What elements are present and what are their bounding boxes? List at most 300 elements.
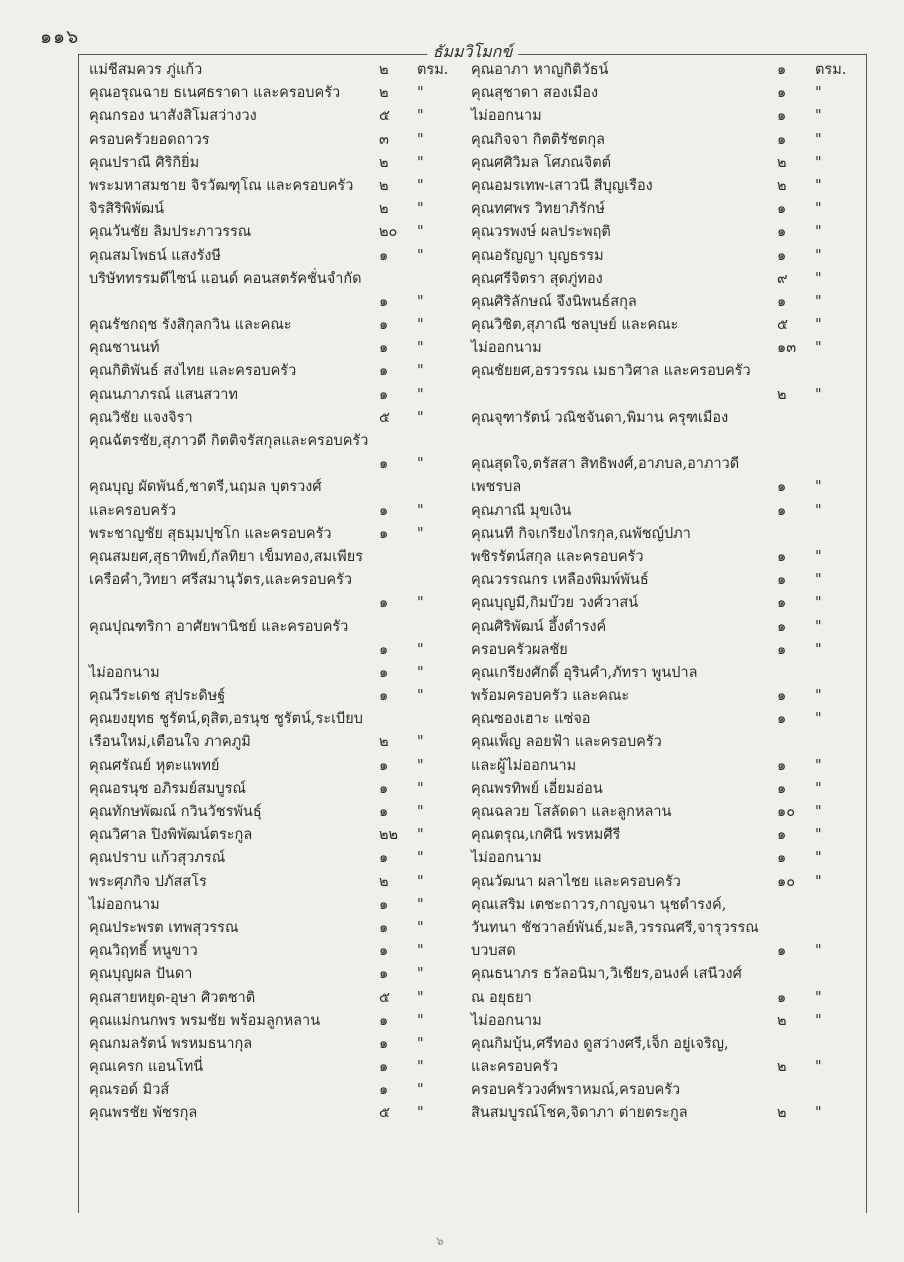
donor-name: แม่ชีสมควร ภู่แก้ว xyxy=(89,62,203,78)
donor-name: คุณกมลรัตน์ พรหมธนากุล xyxy=(89,1035,253,1052)
donor-row xyxy=(89,523,459,546)
donor-unit: " xyxy=(815,688,822,705)
donor-name: พระศุภกิจ ปภัสสโร xyxy=(89,873,207,890)
donor-row xyxy=(89,731,459,754)
donor-name: คุณอาภา หาญกิติวัธน์ xyxy=(471,62,609,78)
donor-amount: ๑ xyxy=(379,896,389,913)
donor-amount: ๑๐ xyxy=(777,873,796,890)
donor-amount: ๑ xyxy=(379,386,389,403)
donor-unit: " xyxy=(417,1012,424,1029)
page-number: ๑๑๖ xyxy=(40,26,80,48)
donor-unit: " xyxy=(815,131,822,148)
donor-name: คุณวิศาล ปิงพิพัฒน์ตระกูล xyxy=(89,827,253,844)
donor-row xyxy=(89,198,459,221)
donor-name: คุณฉัตรชัย,สุภาวดี กิตติจรัสกุลและครอบครัว xyxy=(89,433,369,449)
donor-name: พระชาญชัย สุธมฺมปุชโก และครอบครัว xyxy=(89,525,332,542)
donor-amount: ๑ xyxy=(379,293,389,310)
donor-unit: " xyxy=(815,943,822,960)
donor-row xyxy=(89,1102,459,1125)
donor-amount: ๑ xyxy=(777,989,787,1006)
donor-row xyxy=(89,917,459,940)
donor-amount: ๒ xyxy=(379,873,389,890)
donor-row xyxy=(89,268,459,291)
donor-name: คุณพรทิพย์ เอี่ยมอ่อน xyxy=(471,780,603,797)
donor-row xyxy=(89,662,459,685)
donor-unit: " xyxy=(417,293,424,310)
donor-row xyxy=(471,105,857,128)
donor-name: คุณวิชิต,สุภาณี ชลบุษย์ และคณะ xyxy=(471,317,679,334)
donor-amount: ๒ xyxy=(379,85,389,102)
donor-row xyxy=(471,592,857,615)
donor-unit: " xyxy=(417,224,424,241)
donor-unit: " xyxy=(815,757,822,774)
donor-name: และผู้ไม่ออกนาม xyxy=(471,757,577,774)
donor-unit: " xyxy=(815,340,822,357)
donor-unit: " xyxy=(815,154,822,171)
donor-amount: ๑ xyxy=(777,502,787,519)
donor-unit: " xyxy=(417,1059,424,1076)
donor-name: ไม่ออกนาม xyxy=(471,108,542,125)
donor-row xyxy=(471,871,857,894)
donor-unit: " xyxy=(417,456,424,473)
donor-row xyxy=(89,152,459,175)
donor-row xyxy=(89,59,459,82)
donor-name: คุณกิมบุ้น,ศรีทอง ดูสว่างศรี,เจ็ก อยู่เจริญ, xyxy=(471,1035,729,1052)
donor-unit: " xyxy=(815,850,822,867)
donor-row xyxy=(89,894,459,917)
donor-row xyxy=(89,847,459,870)
donor-row xyxy=(471,685,857,708)
donor-name: คุณศิริลักษณ์ จึงนิพนธ์สกุล xyxy=(471,293,637,310)
donor-name: คุณแม่กนกพร พรมชัย พร้อมลูกหลาน xyxy=(89,1012,321,1029)
donor-amount: ๑ xyxy=(379,502,389,519)
donor-unit: " xyxy=(815,827,822,844)
donor-row xyxy=(89,592,459,615)
donor-amount: ๑ xyxy=(777,850,787,867)
donor-amount: ๑ xyxy=(379,757,389,774)
donor-amount: ๒ xyxy=(379,177,389,194)
donor-row xyxy=(89,824,459,847)
donor-name: คุณจุฑารัตน์ วณิชจันดา,พิมาน ครุฑเมือง xyxy=(471,409,729,426)
donor-unit: " xyxy=(815,224,822,241)
donor-amount: ๑ xyxy=(379,595,389,612)
donor-name: คุณรัชกฤช รังสิกุลกวิน และคณะ xyxy=(89,317,292,334)
donor-amount: ๕ xyxy=(777,317,788,334)
donor-row xyxy=(89,987,459,1010)
donor-unit: " xyxy=(417,919,424,936)
donor-amount: ๑ xyxy=(777,131,787,148)
donor-unit: " xyxy=(417,1105,424,1122)
donor-row xyxy=(89,1056,459,1079)
donor-unit: " xyxy=(417,943,424,960)
donor-row xyxy=(89,82,459,105)
donor-unit: " xyxy=(815,780,822,797)
donor-row xyxy=(89,1079,459,1102)
donor-amount: ๑ xyxy=(777,757,787,774)
donor-unit: " xyxy=(815,108,822,125)
donor-name: ครอบครัววงศ์พราหมณ์,ครอบครัว xyxy=(471,1082,681,1099)
donor-row xyxy=(89,407,459,430)
donor-row xyxy=(471,824,857,847)
donor-amount: ๒ xyxy=(777,1105,787,1122)
donor-amount: ๑ xyxy=(379,804,389,820)
donor-unit: " xyxy=(417,780,424,797)
donor-amount: ๑ xyxy=(777,548,787,565)
donor-name: คุณบุญมี,กิมบ๊วย วงศ์วาสน์ xyxy=(471,595,639,612)
donor-row xyxy=(89,685,459,708)
donor-row xyxy=(471,523,857,546)
donor-row xyxy=(89,569,459,592)
donor-row xyxy=(89,801,459,824)
donor-row xyxy=(89,291,459,314)
donor-row xyxy=(471,476,857,499)
donor-row xyxy=(471,82,857,105)
donor-amount: ๑ xyxy=(379,641,389,658)
donor-unit: " xyxy=(815,804,822,820)
donor-amount: ๑ xyxy=(379,943,389,960)
donor-amount: ๑ xyxy=(777,293,787,310)
donor-row xyxy=(471,801,857,824)
donor-row xyxy=(471,245,857,268)
donor-unit: " xyxy=(815,572,822,589)
donor-unit: " xyxy=(815,177,822,194)
donor-row xyxy=(471,1033,857,1056)
donor-unit: " xyxy=(815,1105,822,1122)
donor-unit: " xyxy=(417,363,424,380)
donor-unit: " xyxy=(417,664,424,681)
donor-amount: ๑๐ xyxy=(777,804,796,820)
donor-name: ไม่ออกนาม xyxy=(471,850,542,867)
donor-amount: ๑ xyxy=(379,317,389,334)
donor-unit: " xyxy=(815,479,822,496)
donor-row xyxy=(471,778,857,801)
donor-row xyxy=(471,940,857,963)
donor-name: คุณอรุณฉาย ธเนศธราดา และครอบครัว xyxy=(89,85,341,102)
donor-row xyxy=(471,1102,857,1125)
donor-name: เครือคำ,วิทยา ศรีสมานุวัตร,และครอบครัว xyxy=(89,572,353,589)
donor-row xyxy=(471,755,857,778)
donor-amount: ๑ xyxy=(379,1035,389,1052)
donor-amount: ๓ xyxy=(379,131,389,148)
donor-amount: ๑ xyxy=(379,363,389,380)
donor-row xyxy=(471,963,857,986)
donor-unit: " xyxy=(417,502,424,519)
donor-unit: " xyxy=(815,201,822,218)
donor-name: คุณนที กิจเกรียงไกรกุล,ณพัชญ์ปภา xyxy=(471,525,691,542)
donor-unit: " xyxy=(417,317,424,334)
donor-name: คุณอรนุช อภิรมย์สมบูรณ์ xyxy=(89,780,246,797)
donor-name: คุณนภาภรณ์ แสนสวาท xyxy=(89,386,238,403)
donor-unit: " xyxy=(417,201,424,218)
donor-amount: ๑ xyxy=(777,108,787,125)
donor-row xyxy=(89,314,459,337)
donor-name: คุณธนาภร ธวัลอนิมา,วิเชียร,อนงค์ เสนีวงศ์ xyxy=(471,966,742,983)
donor-amount: ๕ xyxy=(379,989,390,1006)
donor-row xyxy=(471,291,857,314)
donor-name: คุณเสริม เตชะถาวร,กาญจนา นุชดำรงค์, xyxy=(471,896,727,913)
donor-row xyxy=(89,337,459,360)
donor-name: ครอบครัวยอดถาวร xyxy=(89,131,210,148)
donor-unit: " xyxy=(417,850,424,867)
donor-amount: ๒ xyxy=(777,386,787,403)
donor-name: คุณชานนท์ xyxy=(89,340,160,357)
donor-row xyxy=(471,407,857,430)
donor-name: คุณเพ็ญ ลอยฟ้า และครอบครัว xyxy=(471,734,662,751)
donor-name: ครอบครัวผลชัย xyxy=(471,641,568,658)
donor-name: คุณสุดใจ,ตรัสสา สิทธิพงศ์,อาภบล,อาภาวดี xyxy=(471,456,740,473)
donor-name: คุณศรีจิตรา สุดภู่ทอง xyxy=(471,270,603,287)
donor-amount: ๑ xyxy=(777,688,787,705)
donor-amount: ๒๒ xyxy=(379,827,399,844)
donor-unit: " xyxy=(815,293,822,310)
right-column xyxy=(471,59,857,1126)
donor-row xyxy=(471,639,857,662)
donor-row xyxy=(471,708,857,731)
donor-name: คุณวิชัย แจงจิรา xyxy=(89,409,193,426)
donor-name: บริษัททรรมดีไซน์ แอนด์ คอนสตรัคชั่นจำกัด xyxy=(89,270,362,287)
donor-row xyxy=(471,987,857,1010)
donor-unit: " xyxy=(815,1012,822,1029)
donor-name: สินสมบูรณ์โชค,จิดาภา ต่ายตระกูล xyxy=(471,1105,688,1122)
donor-row xyxy=(471,59,857,82)
donor-row xyxy=(89,639,459,662)
donor-name: คุณซองเฮาะ แซ่จอ xyxy=(471,711,591,728)
donor-row xyxy=(89,105,459,128)
donor-unit: " xyxy=(815,641,822,658)
donor-unit: " xyxy=(417,1082,424,1099)
donor-row xyxy=(89,129,459,152)
donor-row xyxy=(89,500,459,523)
donor-row xyxy=(471,314,857,337)
donor-name: คุณศรัณย์ หุตะแพทย์ xyxy=(89,757,220,774)
donor-row xyxy=(89,871,459,894)
donor-row xyxy=(471,1010,857,1033)
donor-amount: ๙ xyxy=(777,270,788,287)
donor-row xyxy=(471,221,857,244)
donor-row xyxy=(89,940,459,963)
donor-amount: ๑ xyxy=(379,688,389,705)
donor-name: คุณวีระเดช สุประดิษฐ์ xyxy=(89,688,226,705)
donor-name: คุณปุณฑริกา อาศัยพานิชย์ และครอบครัว xyxy=(89,618,349,635)
donor-row xyxy=(471,569,857,592)
donor-amount: ๑ xyxy=(777,572,787,589)
donor-name: คุณปราบ แก้วสุวภรณ์ xyxy=(89,850,226,867)
donor-name: คุณภาณี มุขเงิน xyxy=(471,502,572,519)
donor-amount: ๑ xyxy=(379,919,389,936)
donor-name: คุณทักษพัฒณ์ กวินวัชรพันธุ์ xyxy=(89,804,262,820)
donor-amount: ๑ xyxy=(777,641,787,658)
donor-name: ไม่ออกนาม xyxy=(89,664,160,681)
donor-name: และครอบครัว xyxy=(89,502,177,519)
donor-amount: ๒๐ xyxy=(379,224,398,241)
donor-amount: ๑ xyxy=(777,780,787,797)
donor-row xyxy=(89,430,459,453)
donor-row xyxy=(89,476,459,499)
donor-row xyxy=(471,268,857,291)
donor-amount: ๕ xyxy=(379,108,390,125)
donor-row xyxy=(471,917,857,940)
donor-unit: " xyxy=(815,502,822,519)
donor-row xyxy=(471,894,857,917)
donor-row xyxy=(89,221,459,244)
donor-name: คุณรอด์ มิวส์ xyxy=(89,1082,170,1099)
donor-amount: ๒ xyxy=(777,1012,787,1029)
donor-amount: ๒ xyxy=(379,154,389,171)
donor-amount: ๕ xyxy=(379,409,390,426)
donor-unit: " xyxy=(815,1059,822,1076)
donor-unit: " xyxy=(815,247,822,264)
donor-name: คุณกิติพันธ์ สงไทย และครอบครัว xyxy=(89,363,297,380)
donor-row xyxy=(89,546,459,569)
donor-name: คุณพรชัย พัชรกุล xyxy=(89,1105,198,1122)
donor-amount: ๒ xyxy=(777,1059,787,1076)
donor-name: คุณเกรียงศักดิ์ อุรินคำ,ภัทรา พูนปาล xyxy=(471,664,698,681)
donor-amount: ๑ xyxy=(777,85,787,102)
donor-amount: ๑ xyxy=(379,1012,389,1029)
donor-unit: " xyxy=(417,734,424,751)
donor-unit: ตรม. xyxy=(815,62,847,78)
donor-unit: " xyxy=(815,595,822,612)
donor-amount: ๑ xyxy=(777,479,787,496)
donor-name: คุณบุญ ผัดพันธ์,ชาตรี,นฤมล บุตรวงศ์ xyxy=(89,479,322,496)
donor-unit: " xyxy=(417,409,424,426)
donor-unit: " xyxy=(417,595,424,612)
donor-amount: ๑ xyxy=(777,618,787,635)
donor-unit: " xyxy=(417,1035,424,1052)
donor-row xyxy=(89,778,459,801)
donor-row xyxy=(471,847,857,870)
donor-unit: " xyxy=(417,989,424,1006)
donor-unit: " xyxy=(417,688,424,705)
donor-amount: ๕ xyxy=(379,1105,390,1122)
donor-unit: " xyxy=(417,873,424,890)
donor-row xyxy=(89,708,459,731)
donor-row xyxy=(471,430,857,453)
donor-row xyxy=(89,453,459,476)
donor-row xyxy=(471,198,857,221)
donor-name: และครอบครัว xyxy=(471,1059,559,1076)
donor-amount: ๑ xyxy=(777,201,787,218)
donor-row xyxy=(471,360,857,383)
donor-unit: ตรม. xyxy=(417,62,449,78)
donor-row xyxy=(89,360,459,383)
footer-mark: ๖ xyxy=(436,1234,444,1248)
donor-amount: ๑ xyxy=(379,247,389,264)
donor-row xyxy=(89,1033,459,1056)
donor-amount: ๑ xyxy=(379,966,389,983)
donor-unit: " xyxy=(815,711,822,728)
donor-unit: " xyxy=(417,896,424,913)
donor-name: คุณกิจจา กิตติรัชตกุล xyxy=(471,131,605,148)
donor-amount: ๑ xyxy=(777,595,787,612)
donor-unit: " xyxy=(815,270,822,287)
donor-amount: ๒ xyxy=(379,201,389,218)
donor-unit: " xyxy=(417,804,424,820)
donor-amount: ๑ xyxy=(777,943,787,960)
donor-row xyxy=(471,337,857,360)
donor-name: คุณศศิวิมล โศภณจิตต์ xyxy=(471,154,612,171)
donor-name: คุณกรอง นาสังสิโมสว่างวง xyxy=(89,108,257,125)
donor-row xyxy=(471,129,857,152)
donor-row xyxy=(471,1056,857,1079)
donor-row xyxy=(471,731,857,754)
donor-amount: ๑ xyxy=(777,247,787,264)
donor-unit: " xyxy=(417,247,424,264)
donor-unit: " xyxy=(815,317,822,334)
donor-amount: ๑ xyxy=(379,1059,389,1076)
donor-unit: " xyxy=(815,989,822,1006)
donor-row xyxy=(89,616,459,639)
donor-amount: ๑ xyxy=(379,525,389,542)
donor-unit: " xyxy=(417,966,424,983)
donor-name: คุณศิริพัฒน์ อึ้งดำรงค์ xyxy=(471,618,607,635)
donor-unit: " xyxy=(417,525,424,542)
donor-amount: ๒ xyxy=(379,62,389,78)
donor-unit: " xyxy=(417,85,424,102)
donor-amount: ๑ xyxy=(777,827,787,844)
donor-row xyxy=(471,546,857,569)
donor-row xyxy=(471,384,857,407)
donor-unit: " xyxy=(417,108,424,125)
donor-row xyxy=(471,662,857,685)
donor-name: คุณวิฤทธิ์ หนูขาว xyxy=(89,943,198,960)
donor-name: คุณบุญผล ปันดา xyxy=(89,966,193,983)
donor-name: คุณทศพร วิทยาภิรักษ์ xyxy=(471,201,605,218)
donor-unit: " xyxy=(815,386,822,403)
donor-unit: " xyxy=(417,177,424,194)
donor-unit: " xyxy=(417,386,424,403)
donor-unit: " xyxy=(417,757,424,774)
donor-amount: ๑ xyxy=(379,340,389,357)
donor-row xyxy=(471,453,857,476)
donor-unit: " xyxy=(417,131,424,148)
donor-name: คุณสมยศ,สุธาทิพย์,กัลทิยา เข็มทอง,สมเพียร xyxy=(89,548,363,565)
left-column xyxy=(89,59,459,1126)
donor-name: คุณวรรณกร เหลืองพิมพ์พันธ์ xyxy=(471,572,649,589)
donor-amount: ๑ xyxy=(379,780,389,797)
donor-row xyxy=(471,616,857,639)
donor-unit: " xyxy=(417,154,424,171)
donor-name: วันทนา ชัชวาลย์พันธ์,มะลิ,วรรณศรี,จารุวรรณ xyxy=(471,919,759,936)
donor-name: จิรสิริพิพัฒน์ xyxy=(89,201,165,218)
donor-amount: ๑๓ xyxy=(777,340,797,357)
donor-name: คุณสมโพธน์ แสงรังษี xyxy=(89,247,221,264)
donor-name: คุณปราณี ศิริกิยิ่ม xyxy=(89,154,200,171)
donor-amount: ๑ xyxy=(379,1082,389,1099)
donor-name: คุณยงยุทธ ชูรัตน์,ดุสิต,อรนุช ชูรัตน์,ระเบียบ xyxy=(89,711,363,728)
donor-name: เรือนใหม่,เตือนใจ ภาคภูมิ xyxy=(89,734,251,751)
donor-amount: ๒ xyxy=(777,177,787,194)
page-title: ธัมมวิโมกข์ xyxy=(427,42,519,62)
donor-name: คุณสุชาดา สองเมือง xyxy=(471,85,599,102)
donor-name: คุณวัฒนา ผลาไชย และครอบครัว xyxy=(471,873,681,890)
donor-unit: " xyxy=(815,618,822,635)
donor-amount: ๑ xyxy=(777,224,787,241)
donor-row xyxy=(471,1079,857,1102)
donor-name: คุณเครก แอนโทนี่ xyxy=(89,1059,204,1076)
donor-name: คุณประพรต เทพสุวรรณ xyxy=(89,919,239,936)
donor-unit: " xyxy=(417,827,424,844)
donor-unit: " xyxy=(815,873,822,890)
donor-amount: ๑ xyxy=(777,711,787,728)
donor-name: ไม่ออกนาม xyxy=(89,896,160,913)
donor-amount: ๑ xyxy=(379,456,389,473)
donor-name: บวบสด xyxy=(471,943,516,960)
donor-unit: " xyxy=(417,340,424,357)
donor-amount: ๒ xyxy=(777,154,787,171)
donor-name: คุณชัยยศ,อรวรรณ เมธาวิศาล และครอบครัว xyxy=(471,363,751,380)
donor-row xyxy=(471,500,857,523)
